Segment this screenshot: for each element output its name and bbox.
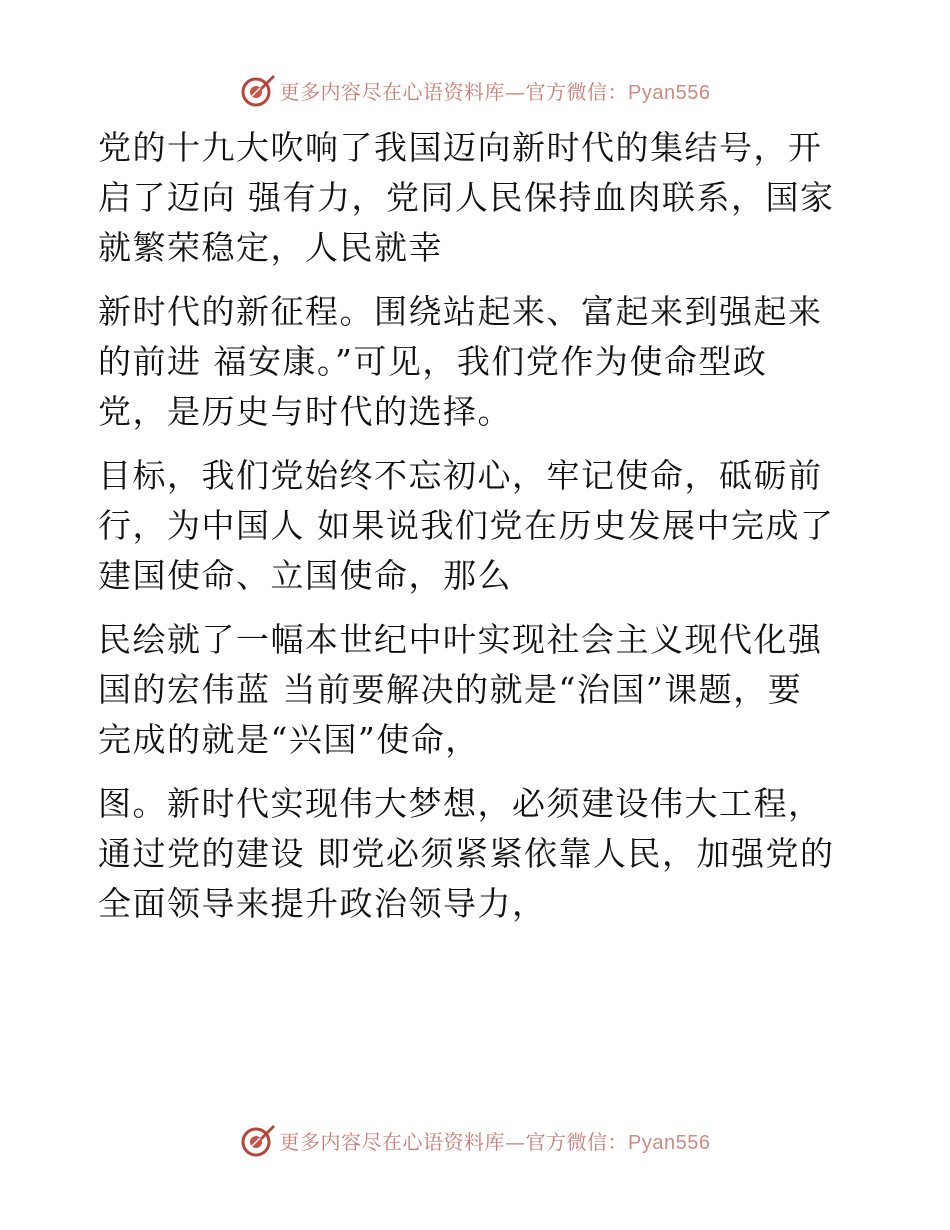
- text-line: 国的宏伟蓝 当前要解决的就是“治国”课题，要: [98, 670, 803, 709]
- paragraph: [98, 615, 838, 765]
- pen-logo-icon: [240, 1122, 276, 1158]
- text-line: 完成的就是“兴国”使命，: [98, 720, 480, 759]
- text-line: 党的十九大吹响了我国迈向新时代的集结号，开: [98, 128, 823, 167]
- banner-text: 更多内容尽在心语资料库—官方微信：Pyan556: [279, 1129, 711, 1154]
- paragraph: [98, 451, 838, 601]
- text-line: 建国使命、立国使命，那么: [98, 556, 512, 595]
- banner-text: 更多内容尽在心语资料库—官方微信：Pyan556: [279, 79, 711, 104]
- pen-logo-icon: [240, 72, 276, 108]
- text-line: 新时代的新征程。围绕站起来、富起来到强起来: [98, 292, 823, 331]
- text-line: 启了迈向 强有力，党同人民保持血肉联系，国家: [98, 178, 835, 217]
- text-line: 图。新时代实现伟大梦想，必须建设伟大工程，: [98, 784, 823, 823]
- text-line: 的前进 福安康。”可见，我们党作为使命型政: [98, 342, 768, 381]
- paragraph: [98, 287, 838, 437]
- text-line: 目标，我们党始终不忘初心，牢记使命，砥砺前: [98, 456, 823, 495]
- text-line: 行，为中国人 如果说我们党在历史发展中完成了: [98, 506, 835, 545]
- text-line: 就繁荣稳定，人民就幸: [98, 228, 443, 267]
- footer-banner: [0, 1120, 950, 1160]
- text-line: 通过党的建设 即党必须紧紧依靠人民，加强党的: [98, 834, 835, 873]
- paragraph: [98, 779, 838, 929]
- text-line: 全面领导来提升政治领导力，: [98, 884, 547, 923]
- paragraph: [98, 123, 838, 273]
- header-banner: [0, 70, 950, 110]
- text-line: 民绘就了一幅本世纪中叶实现社会主义现代化强: [98, 620, 823, 659]
- document-body: [98, 123, 838, 943]
- text-line: 党，是历史与时代的选择。: [98, 392, 512, 431]
